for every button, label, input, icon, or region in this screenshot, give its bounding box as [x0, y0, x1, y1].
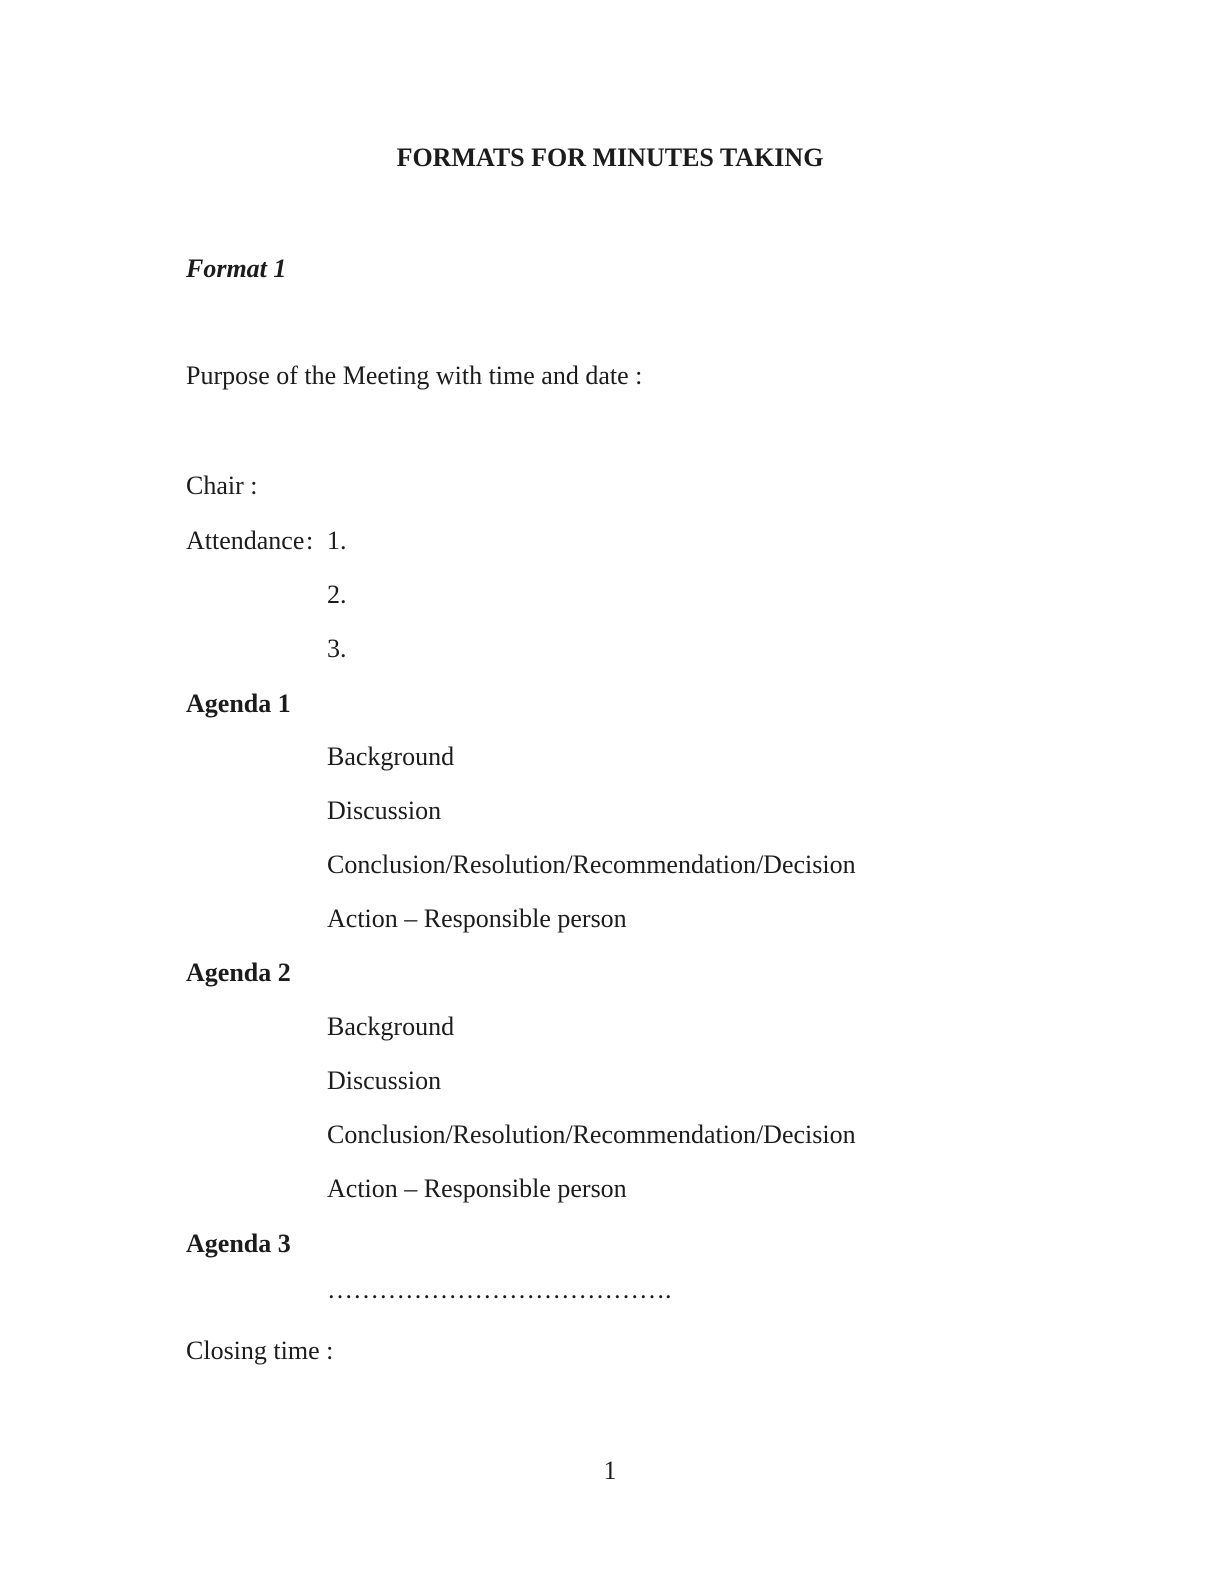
attendance-item-2: 2.	[327, 580, 347, 609]
page-number: 1	[603, 1456, 617, 1485]
format-heading: Format 1	[186, 254, 287, 283]
document-title: FORMATS FOR MINUTES TAKING	[396, 143, 824, 172]
chair-label: Chair :	[186, 471, 258, 500]
attendance-label: Attendance	[186, 526, 305, 555]
agenda-2-item-conclusion: Conclusion/Resolution/Recommendation/Decision	[327, 1120, 856, 1149]
agenda-1-heading: Agenda 1	[186, 689, 291, 718]
agenda-1-item-background: Background	[327, 742, 455, 771]
agenda-1-item-conclusion: Conclusion/Resolution/Recommendation/Decision	[327, 850, 856, 879]
attendance-item-3: 3.	[327, 634, 347, 663]
attendance-colon: :	[306, 526, 314, 555]
attendance-item-1: 1.	[327, 526, 347, 555]
agenda-1-item-action: Action – Responsible person	[327, 904, 627, 933]
agenda-2-item-background: Background	[327, 1012, 455, 1041]
agenda-2-item-discussion: Discussion	[327, 1066, 442, 1095]
agenda-2-item-action: Action – Responsible person	[327, 1174, 627, 1203]
agenda-3-heading: Agenda 3	[186, 1229, 291, 1258]
agenda-2-heading: Agenda 2	[186, 958, 291, 987]
agenda-1-item-discussion: Discussion	[327, 796, 442, 825]
agenda-3-dotted-line: ………………………………….	[327, 1275, 672, 1304]
closing-time-label: Closing time :	[186, 1336, 334, 1365]
purpose-line: Purpose of the Meeting with time and date :	[186, 361, 643, 390]
